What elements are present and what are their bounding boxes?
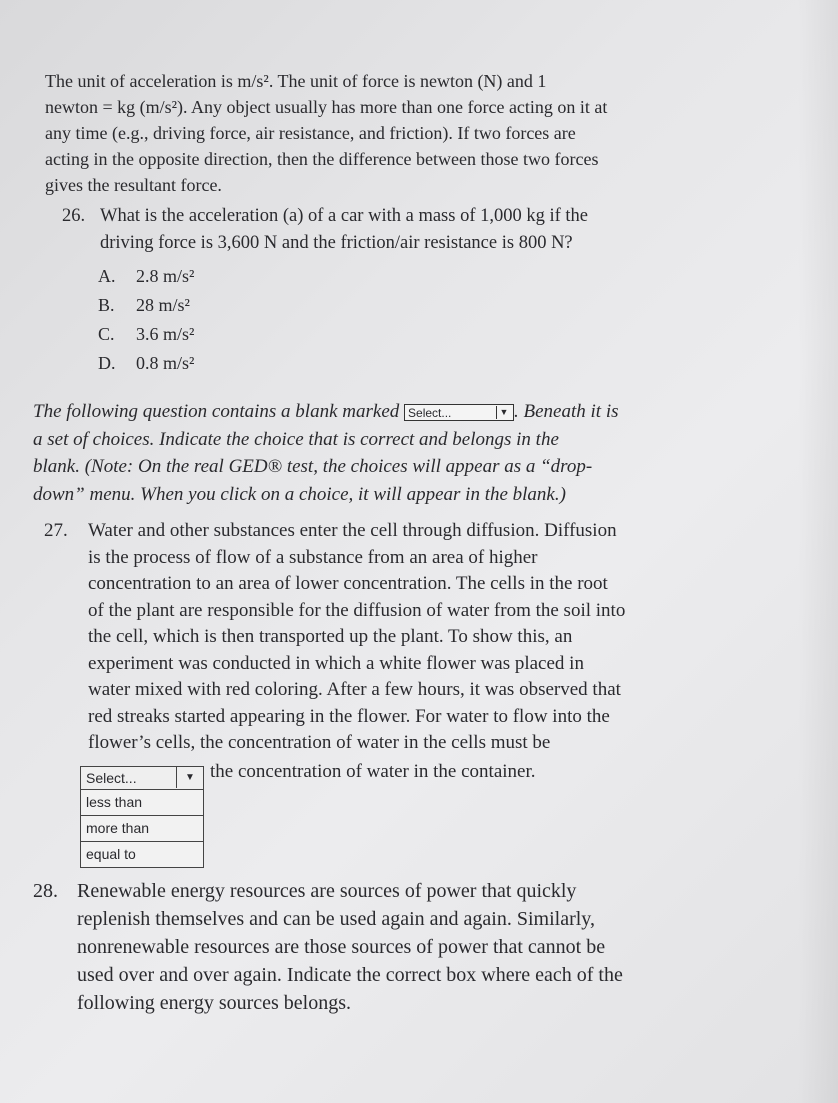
question-number: 26.: [62, 206, 86, 226]
intro-paragraph: [45, 68, 725, 198]
question-line: replenish themselves and can be used again and again. Similarly,: [77, 908, 595, 930]
dropdown-selected-label: Select...: [86, 770, 137, 786]
question-number: 28.: [33, 880, 58, 902]
dropdown-option-less-than[interactable]: less than: [80, 790, 204, 816]
answer-choices: [98, 262, 398, 378]
question-line: Water and other substances enter the cell through diffusion. Diffusion: [88, 520, 617, 541]
question-text: [88, 518, 764, 757]
instructions-line: down” menu. When you click on a choice, it will appear in the blank.): [33, 483, 566, 505]
question-line: flower’s cells, the concentration of water in the cells must be: [88, 732, 551, 753]
choice-text: 3.6 m/s²: [136, 324, 195, 344]
dropdown-selected[interactable]: [80, 766, 204, 790]
question-27: [44, 518, 764, 757]
instructions-text: . Beneath it is: [514, 401, 619, 422]
question-line: red streaks started appearing in the flower. For water to flow into the: [88, 705, 610, 727]
question-line: of the plant are responsible for the diffusion of water from the soil into: [88, 599, 626, 621]
question-line: What is the acceleration (a) of a car with a mass of 1,000 kg if the: [100, 206, 589, 226]
choice-b[interactable]: [98, 291, 398, 320]
question-number: 27.: [44, 520, 68, 541]
choice-letter: A.: [98, 266, 116, 286]
question-line: following energy sources belongs.: [77, 992, 352, 1014]
intro-line: newton = kg (m/s²). Any object usually has more than one force acting on it at: [45, 97, 608, 117]
instructions: [33, 398, 743, 508]
choice-letter: D.: [98, 353, 116, 373]
question-text: [77, 877, 753, 1017]
chevron-down-icon: ▼: [496, 406, 511, 419]
intro-line: The unit of acceleration is m/s². The unit of force is newton (N) and 1: [45, 71, 547, 91]
concentration-dropdown[interactable]: [80, 766, 204, 868]
choice-letter: C.: [98, 324, 115, 344]
choice-d[interactable]: [98, 349, 398, 378]
choice-text: 2.8 m/s²: [136, 266, 195, 286]
question-line: experiment was conducted in which a white flower was placed in: [88, 652, 584, 674]
question-26: [62, 203, 722, 257]
intro-line: acting in the opposite direction, then the difference between those two forces: [45, 149, 599, 169]
page-edge-shadow: [798, 0, 838, 1103]
question-28: [33, 877, 753, 1017]
question-text: [100, 203, 722, 257]
instructions-first-line: [33, 398, 743, 426]
choice-a[interactable]: [98, 262, 398, 291]
question-line: nonrenewable resources are those sources of power that cannot be: [77, 936, 606, 958]
instructions-line: blank. (Note: On the real GED® test, the choices will appear as a “drop-: [33, 456, 593, 477]
sample-select-box: [404, 404, 514, 421]
question-line: water mixed with red coloring. After a few hours, it was observed that: [88, 679, 621, 700]
sample-select-label: Select...: [408, 406, 452, 421]
intro-line: any time (e.g., driving force, air resistance, and friction). If two forces are: [45, 123, 576, 143]
dropdown-option-more-than[interactable]: more than: [80, 816, 204, 842]
question-line: is the process of flow of a substance from an area of higher: [88, 546, 538, 568]
question-line: concentration to an area of lower concentration. The cells in the root: [88, 573, 608, 594]
question-line: driving force is 3,600 N and the friction/air resistance is 800 N?: [100, 233, 573, 253]
instructions-text: The following question contains a blank marked: [33, 401, 405, 422]
question-line: used over and over again. Indicate the correct box where each of the: [77, 964, 623, 986]
dropdown-option-equal-to[interactable]: equal to: [80, 842, 204, 868]
question-trailing-text: the concentration of water in the container.: [210, 761, 536, 782]
choice-c[interactable]: [98, 320, 398, 349]
choice-letter: B.: [98, 295, 115, 315]
question-line: the cell, which is then transported up the plant. To show this, an: [88, 626, 573, 647]
chevron-down-icon[interactable]: ▼: [176, 767, 203, 788]
intro-line: gives the resultant force.: [45, 175, 222, 195]
question-line: Renewable energy resources are sources of power that quickly: [77, 880, 577, 902]
instructions-line: a set of choices. Indicate the choice that is correct and belongs in the: [33, 428, 559, 450]
choice-text: 28 m/s²: [136, 295, 190, 315]
choice-text: 0.8 m/s²: [136, 353, 195, 373]
